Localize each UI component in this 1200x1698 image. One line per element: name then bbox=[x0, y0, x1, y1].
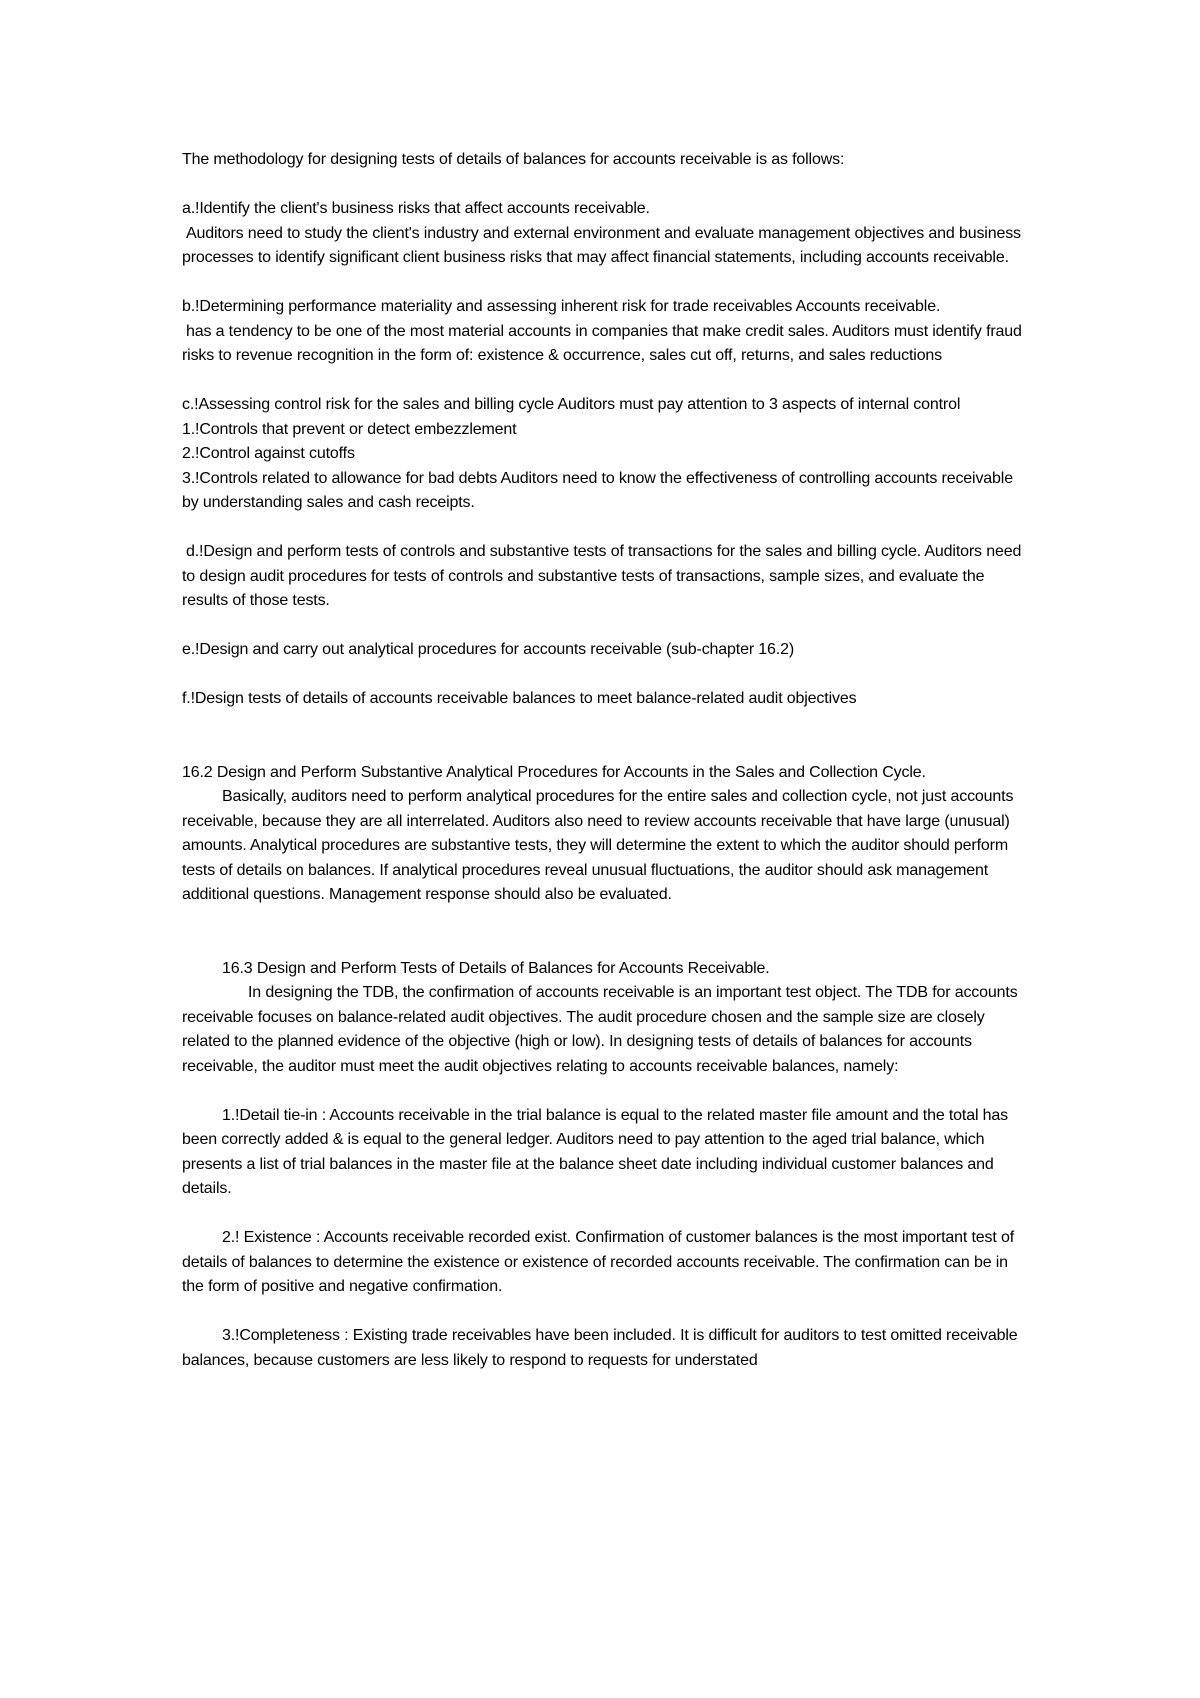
step-c-item-3: 3.!Controls related to allowance for bad debts Auditors need to know the effectiveness of controlling accounts receivable by understanding sales and cash receipts. bbox=[182, 469, 1013, 511]
objective-1-detail-tie-in: 1.!Detail tie-in : Accounts receivable in the trial balance is equal to the related master file amount and the total has been correctly added & is equal to the general ledger. Auditors need to pay attention to the aged trial balance, which presents a list of trial balances in the master file at the balance sheet date including individual customer balances and details. bbox=[182, 1106, 1009, 1197]
step-c-title: c.!Assessing control risk for the sales and billing cycle Auditors must pay attention to 3 aspects of internal control bbox=[182, 396, 961, 413]
step-b-title: b.!Determining performance materiality and assessing inherent risk for trade receivables Accounts receivable. bbox=[182, 298, 941, 315]
step-d: d.!Design and perform tests of controls and substantive tests of transactions for the sales and billing cycle. Auditors need to design audit procedures for tests of controls and substantive tests of transactions, sample sizes, and evaluate the results of those tests. bbox=[182, 543, 1022, 609]
step-f: f.!Design tests of details of accounts receivable balances to meet balance-related audit objectives bbox=[182, 690, 857, 707]
step-c-item-1: 1.!Controls that prevent or detect embezzlement bbox=[182, 420, 517, 438]
intro-paragraph: The methodology for designing tests of details of balances for accounts receivable is as follows: bbox=[182, 151, 845, 168]
step-c-item-2: 2.!Control against cutoffs bbox=[182, 445, 355, 462]
section-16-2-body: Basically, auditors need to perform analytical procedures for the entire sales and collection cycle, not just accounts receivable, because they are all interrelated. Auditors also need to review accounts receivable that have large (unusual) amounts. Analytical procedures are substantive tests, they will determine the extent to which the auditor should perform tests of details on balances. If analytical procedures reveal unusual fluctuations, the auditor should ask management additional questions. Management response should also be evaluated. bbox=[182, 788, 1014, 903]
step-a-title: a.!Identify the client's business risks that affect accounts receivable. bbox=[182, 200, 650, 217]
step-e: e.!Design and carry out analytical procedures for accounts receivable (sub-chapter 16.2) bbox=[182, 641, 795, 658]
objective-3-completeness: 3.!Completeness : Existing trade receivables have been included. It is difficult for auditors to test omitted receivable balances, because customers are less likely to respond to requests for understated bbox=[182, 1327, 1018, 1369]
section-16-2-title: 16.2 Design and Perform Substantive Analytical Procedures for Accounts in the Sales and Collection Cycle. bbox=[182, 763, 926, 781]
section-16-3-body: In designing the TDB, the confirmation of accounts receivable is an important test object. The TDB for accounts receivable focuses on balance-related audit objectives. The audit procedure chosen and the sample size are closely related to the planned evidence of the objective (high or low). In designing tests of details of balances for accounts receivable, the auditor must meet the audit objectives relating to accounts receivable balances, namely: bbox=[182, 984, 1018, 1075]
objective-2-existence: 2.! Existence : Accounts receivable recorded exist. Confirmation of customer balances is the most important test of details of balances to determine the existence or existence of recorded accounts receivable. The confirmation can be in the form of positive and negative confirmation. bbox=[182, 1229, 1015, 1295]
step-a-body: Auditors need to study the client's industry and external environment and evaluate management objectives and business processes to identify significant client business risks that may affect financial statements, including accounts receivable. bbox=[182, 224, 1021, 266]
step-b-body: has a tendency to be one of the most material accounts in companies that make credit sales. Auditors must identify fraud risks to revenue recognition in the form of: existence & occurrence, sales cut off, returns, and sales reductions bbox=[182, 322, 1022, 364]
document-page bbox=[182, 148, 1032, 1373]
section-16-3-title: 16.3 Design and Perform Tests of Details of Balances for Accounts Receivable. bbox=[222, 959, 770, 977]
